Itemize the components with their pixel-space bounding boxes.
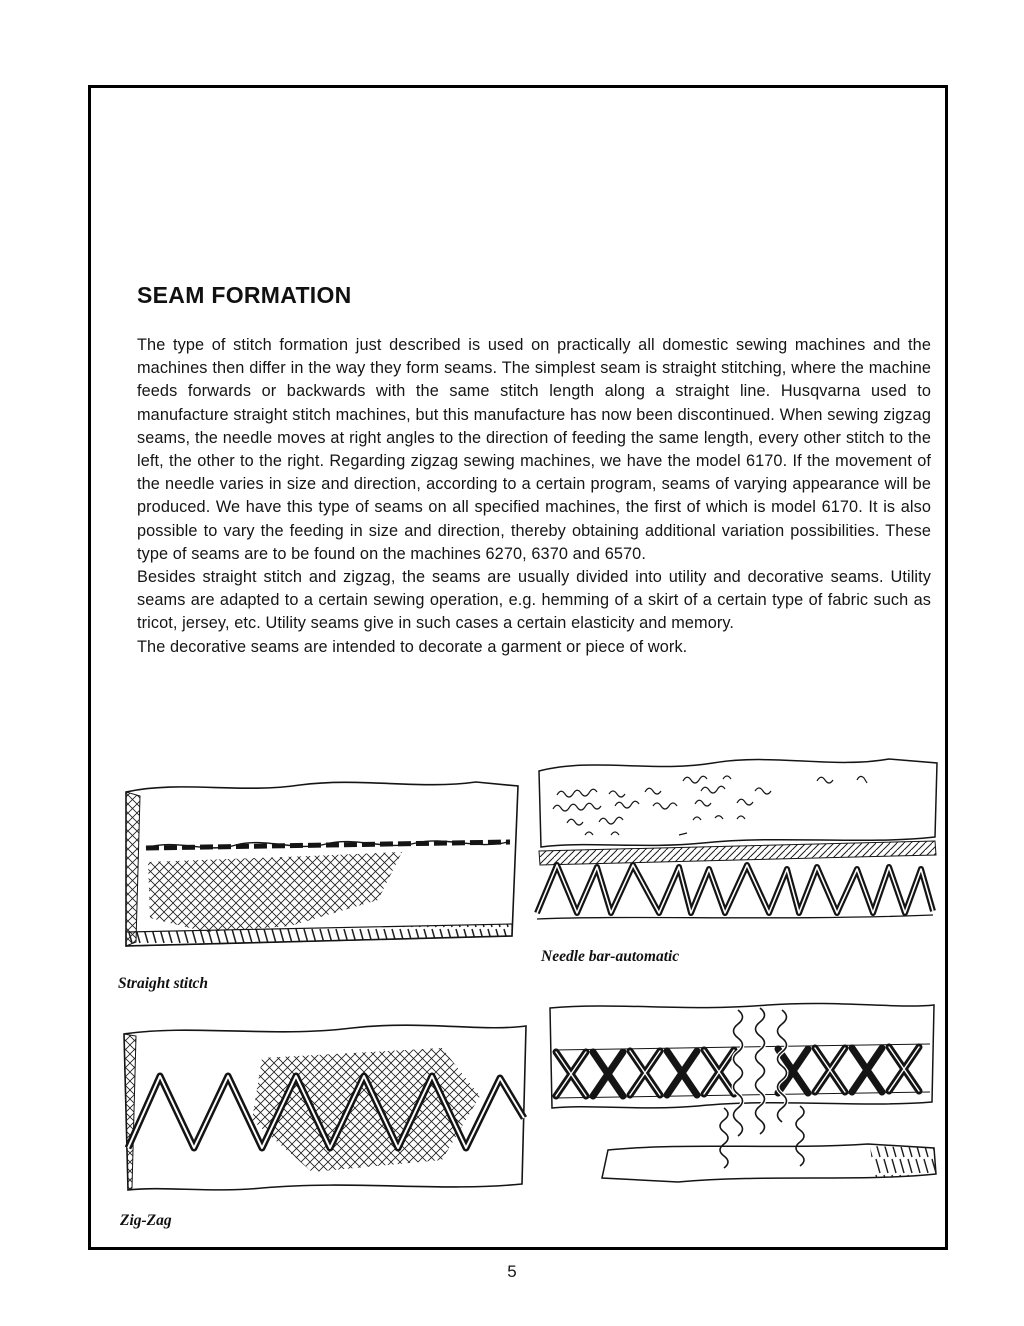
zig-zag-figure — [112, 1000, 534, 1205]
straight-stitch-caption: Straight stitch — [118, 975, 209, 992]
body-paragraph-2: Besides straight stitch and zigzag, the seams are usually divided into utility and decorative seams. Utility seams are adapted to a certain sewing operation, e.g. hemming of a skirt of a certain type of fabric such as tricot, jersey, etc. Utility seams give in such cases a certain elasticity and memory. — [137, 568, 931, 633]
decorative-seam-figure — [538, 998, 945, 1198]
zig-zag-caption: Zig-Zag — [120, 1212, 172, 1229]
page-number: 5 — [507, 1262, 517, 1281]
body-paragraph-1: The type of stitch formation just described is used on practically all domestic sewing machines and the machines then differ in the way they form seams. The simplest seam is straight stitching, where the machine feeds forwards or backwards with the same stitch length along a straight line. Husqvarna used to manufacture straight stitch machines, but this manufacture has now been discontinued. When sewing zigzag seams, the needle moves at right angles to the direction of feeding the same length, every other stitch to the left, the other to the right. Regarding zigzag sewing machines, we have the model 6170. If the movement of the needle varies in size and direction, according to a certain program, seams of varying appearance will be produced. We have this type of seams on all specified machines, the first of which is model 6170. It is also possible to vary the feeding in size and direction, thereby obtaining additional variation possibilities. These type of seams are to be found on the machines 6270, 6370 and 6570. — [137, 336, 931, 563]
body-text — [137, 334, 931, 659]
needle-bar-automatic-figure — [533, 745, 943, 940]
straight-stitch-figure — [110, 768, 530, 968]
body-paragraph-3: The decorative seams are intended to decorate a garment or piece of work. — [137, 637, 688, 656]
needle-bar-automatic-caption: Needle bar-automatic — [541, 948, 680, 965]
section-title: SEAM FORMATION — [137, 282, 352, 308]
